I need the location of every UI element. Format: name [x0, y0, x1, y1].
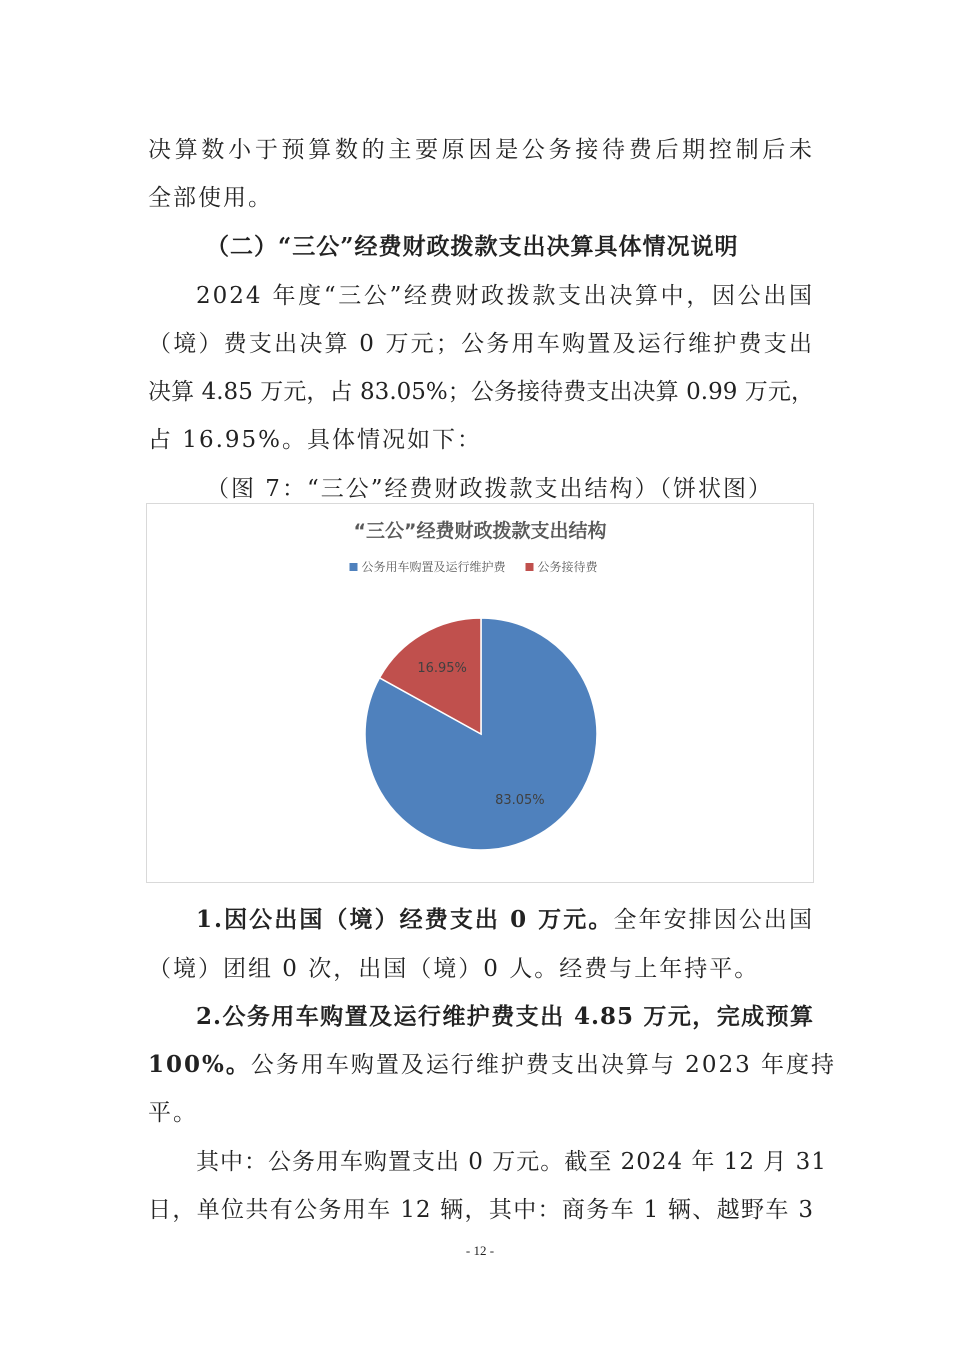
paragraph-line: 决算数小于预算数的主要原因是公务接待费后期控制后未	[148, 137, 814, 163]
paragraph-line: 其中：公务用车购置支出 0 万元。截至 2024 年 12 月 31	[196, 1149, 827, 1175]
pie-data-label-1: 16.95%	[417, 661, 467, 677]
paragraph-line: 平。	[148, 1100, 198, 1126]
legend-label-0: 公务用车购置及运行维护费	[361, 560, 506, 574]
paragraph-line	[196, 901, 814, 934]
pie-data-label-0: 83.05%	[495, 792, 545, 808]
paragraph-line: （境）团组 0 次，出国（境）0 人。经费与上年持平。	[148, 956, 760, 982]
legend-swatch-1	[526, 563, 534, 571]
paragraph-line: 全部使用。	[148, 185, 273, 211]
item-text: 全年安排因公出国	[613, 907, 815, 933]
paragraph-line: 日，单位共有公务用车 12 辆，其中：商务车 1 辆、越野车 3	[148, 1197, 814, 1223]
pie-chart-canvas	[147, 504, 813, 882]
paragraph-line: 2.公务用车购置及运行维护费支出 4.85 万元，完成预算	[196, 1003, 814, 1030]
figure-caption: （图 7：“三公”经费财政拨款支出结构）（饼状图）	[206, 476, 773, 502]
chart-legend	[350, 559, 599, 574]
pie-chart	[146, 503, 814, 883]
paragraph-line: 占 16.95%。具体情况如下：	[148, 427, 483, 453]
pie-slices	[365, 618, 597, 850]
paragraph-line	[148, 1046, 837, 1079]
item-heading-bold: 100%。	[148, 1051, 251, 1078]
chart-title: “三公”经费财政拨款支出结构	[353, 520, 607, 542]
paragraph-line: 2024 年度“三公”经费财政拨款支出决算中，因公出国	[196, 283, 814, 309]
item-heading-bold: 1.因公出国（境）经费支出 0 万元。	[196, 906, 614, 933]
paragraph-line: 决算 4.85 万元，占 83.05%；公务接待费支出决算 0.99 万元，	[148, 379, 814, 405]
paragraph-line: （境）费支出决算 0 万元；公务用车购置及运行维护费支出	[148, 331, 814, 357]
item-text: 公务用车购置及运行维护费支出决算与 2023 年度持	[250, 1052, 837, 1078]
legend-swatch-0	[350, 563, 358, 571]
legend-label-1: 公务接待费	[537, 560, 598, 574]
page-number: - 12 -	[465, 1243, 495, 1258]
section-heading: （二）“三公”经费财政拨款支出决算具体情况说明	[206, 233, 739, 260]
